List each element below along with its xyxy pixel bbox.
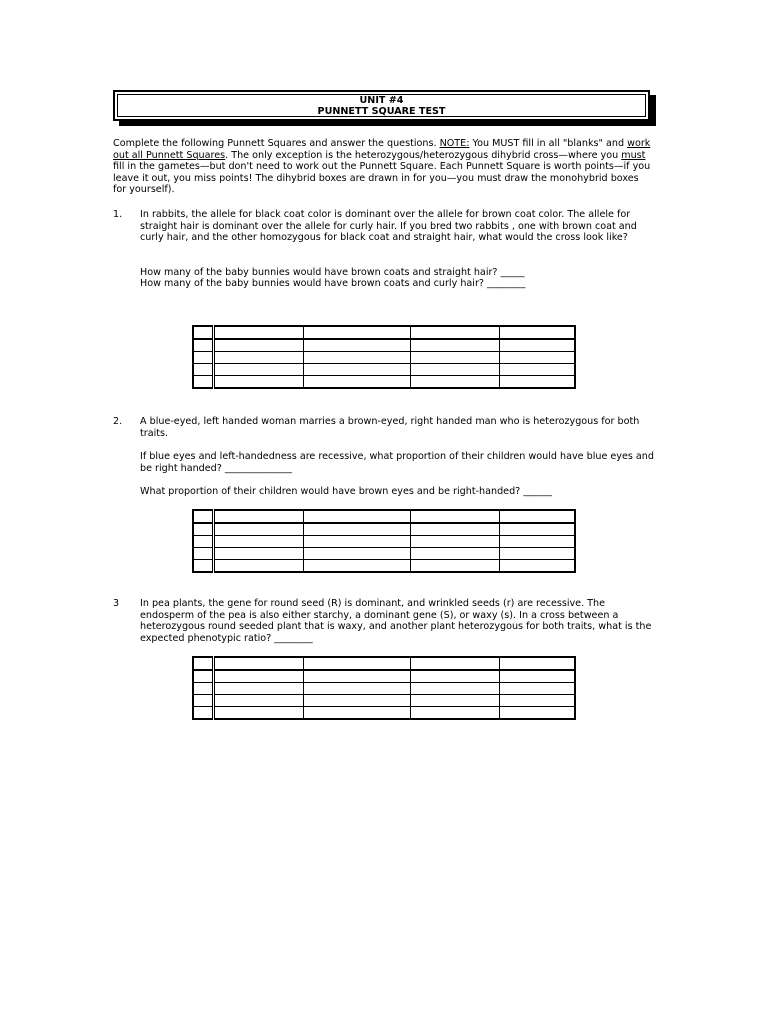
intro-must: must (621, 149, 646, 161)
intro-paragraph (113, 138, 653, 196)
question-3-number: 3 (113, 598, 120, 609)
intro-text-4: fill in the gametes—but don't need to work out the Punnett Square. Each Punnett Square is worth points—if you leave it out, you miss points! The dihybrid boxes are drawn in for you—you must draw the monohybrid boxes for yourself). (113, 161, 651, 195)
title-box (113, 90, 650, 121)
intro-note: NOTE: (439, 138, 470, 149)
punnett-table-3 (192, 656, 576, 720)
question-2-sub-1: If blue eyes and left-handedness are recessive, what proportion of their children would have blue eyes and be right handed? ______________ (140, 451, 654, 474)
intro-text-1: Complete the following Punnett Squares and answer the questions. (113, 138, 440, 149)
question-1-sub-2: How many of the baby bunnies would have brown coats and curly hair? ________ (140, 278, 526, 289)
question-1-text: In rabbits, the allele for black coat color is dominant over the allele for brown coat color. The allele for straight hair is dominant over the allele for curly hair. If you bred two rabbits , one with brown coat and curly hair, and the other homozygous for black coat and straight hair, what would the cross look like? (140, 209, 637, 243)
question-1-number: 1. (113, 209, 123, 220)
punnett-table-2 (192, 509, 576, 573)
intro-text-3: . The only exception is the heterozygous/heterozygous dihybrid cross—where you (225, 149, 622, 161)
question-2-sub-2: What proportion of their children would have brown eyes and be right-handed? ______ (140, 486, 553, 497)
question-2-number: 2. (113, 416, 123, 427)
intro-text-2: You MUST fill in all "blanks" and (469, 138, 628, 149)
punnett-table-1 (192, 325, 576, 389)
test-title: PUNNETT SQUARE TEST (317, 106, 446, 117)
question-3-text: In pea plants, the gene for round seed (R) is dominant, and wrinkled seeds (r) are recessive. The endosperm of the pea is also either starchy, a dominant gene (S), or waxy (s). In a cross between a heterozygous round seeded plant that is waxy, and another plant heterozygous for both traits, what is the expected phenotypic ratio? ________ (140, 598, 652, 644)
unit-title: UNIT #4 (359, 95, 404, 106)
question-2-text: A blue-eyed, left handed woman marries a brown-eyed, right handed man who is heterozygous for both traits. (140, 416, 640, 439)
question-1-sub-1: How many of the baby bunnies would have brown coats and straight hair? _____ (140, 267, 525, 278)
intro-work-out: work out all Punnett Squares (113, 138, 651, 161)
